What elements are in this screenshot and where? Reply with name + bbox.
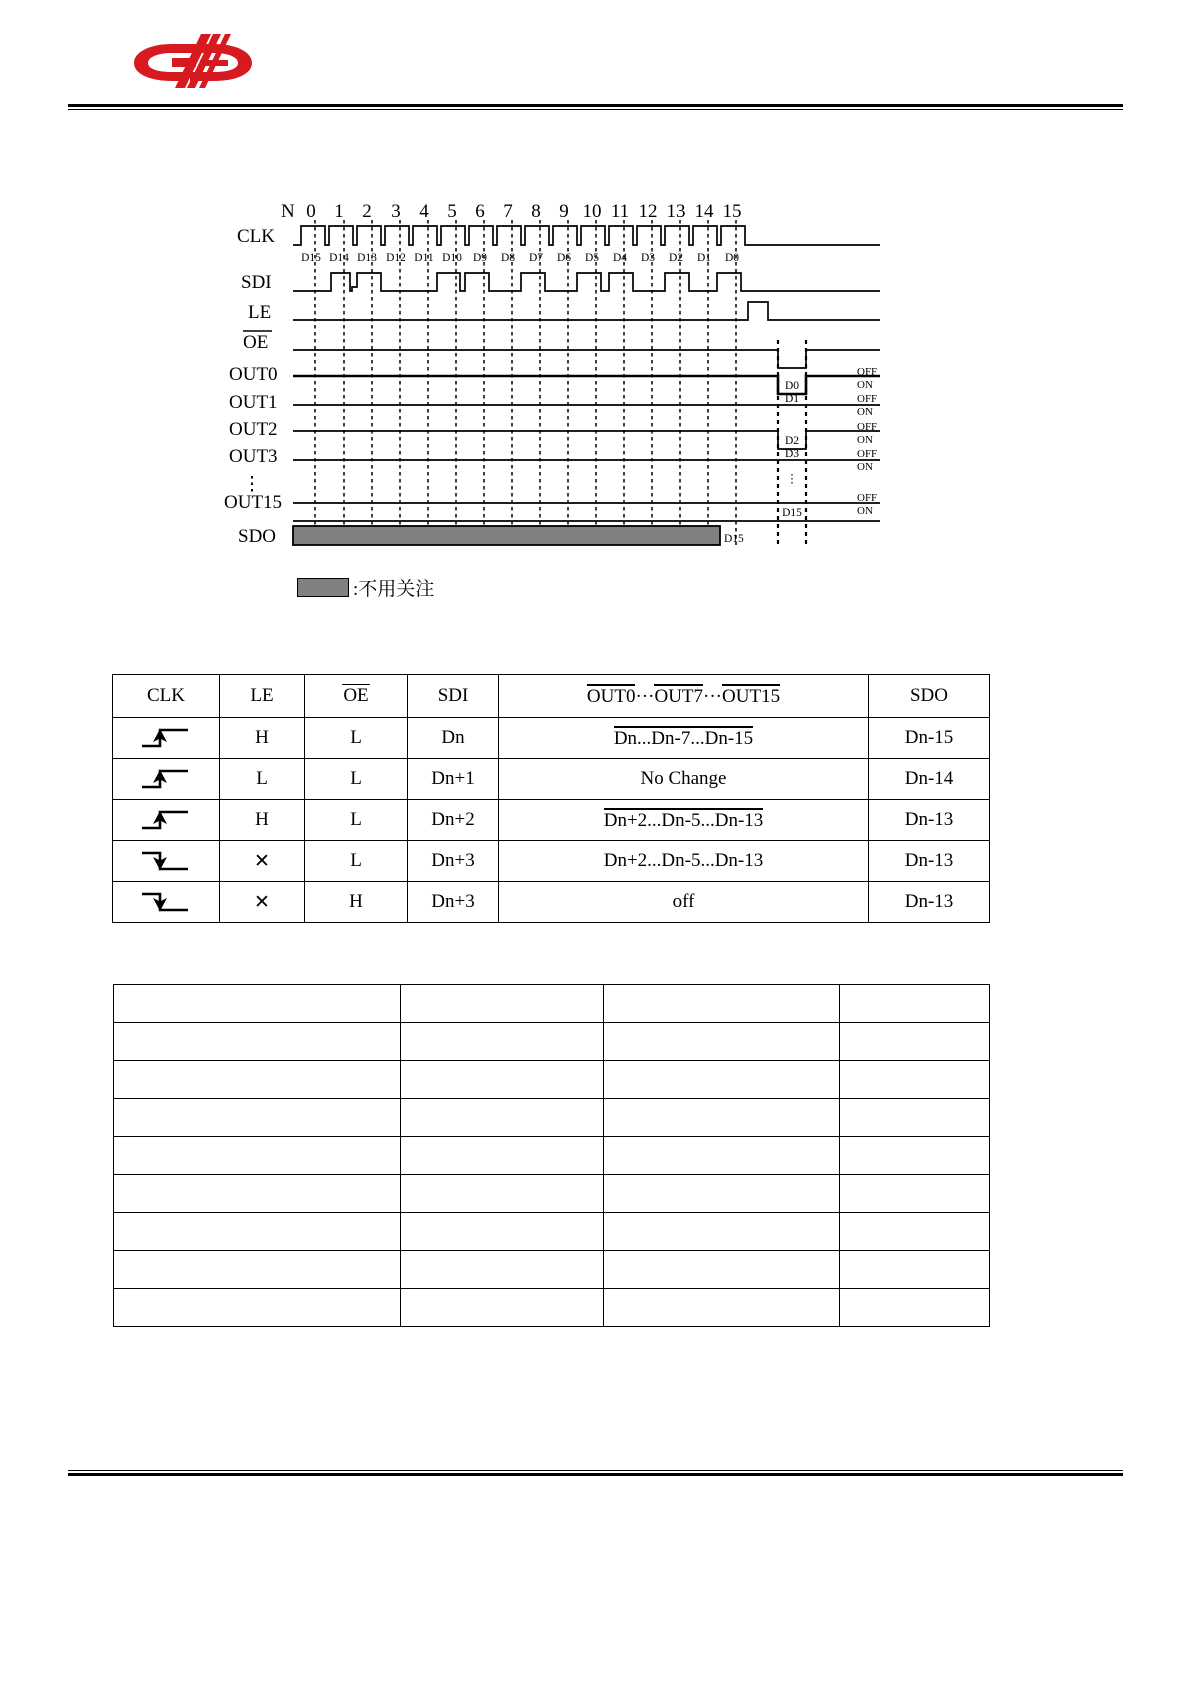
cell-le: ✕: [220, 882, 305, 923]
rising-edge-icon: [138, 725, 194, 751]
blank-table-cell: [114, 1137, 401, 1175]
out-seg-2: Dn-7...: [651, 728, 705, 749]
out2-on-label: ON: [857, 434, 873, 446]
svg-text:0: 0: [306, 201, 316, 222]
signal-label-le: LE: [248, 302, 272, 323]
cell-sdo: Dn-13: [869, 800, 990, 841]
header-divider: [68, 104, 1123, 110]
svg-text:3: 3: [391, 201, 401, 222]
cell-out: [499, 800, 869, 841]
table-row: [113, 882, 990, 923]
svg-text:15: 15: [722, 201, 742, 222]
blank-table-cell: [401, 1251, 604, 1289]
svg-text:14: 14: [694, 201, 714, 222]
blank-table-cell: [840, 1099, 990, 1137]
signal-label-out3: OUT3: [229, 446, 278, 467]
out-seg-3: Dn-15: [704, 728, 754, 749]
cell-le: H: [220, 718, 305, 759]
cell-sdi: Dn: [408, 718, 499, 759]
sdo-dont-care-bar: [293, 526, 720, 545]
blank-table-cell: [401, 1175, 604, 1213]
out2-off-label: OFF: [857, 421, 878, 433]
signal-label-sdo: SDO: [238, 526, 277, 547]
table-row: [113, 841, 990, 882]
header-out15: OUT15: [722, 686, 781, 707]
blank-table-row: [114, 1251, 990, 1289]
clock-numbers: [306, 201, 741, 222]
out3-on-label: ON: [857, 461, 873, 473]
header-oe-label: OE: [343, 685, 369, 706]
cell-le: L: [220, 759, 305, 800]
out-seg-3: Dn-13: [714, 810, 764, 831]
table-row: [113, 718, 990, 759]
svg-text:4: 4: [419, 201, 429, 222]
cell-oe: H: [305, 882, 408, 923]
signal-label-out0: OUT0: [229, 364, 278, 385]
svg-text:11: 11: [610, 201, 630, 222]
truth-table: [112, 674, 990, 923]
out-ellipsis-label: ⋮: [786, 473, 798, 485]
signal-label-clk: CLK: [237, 226, 275, 247]
signal-label-out1: OUT1: [229, 392, 278, 413]
cell-sdo: Dn-15: [869, 718, 990, 759]
out3-off-label: OFF: [857, 448, 878, 460]
blank-table-cell: [604, 1061, 840, 1099]
cell-oe: L: [305, 718, 408, 759]
cell-clk-edge: [113, 718, 220, 759]
blank-table-cell: [604, 1099, 840, 1137]
svg-text:D10: D10: [442, 252, 462, 264]
out15-off-label: OFF: [857, 492, 878, 504]
blank-table-row: [114, 985, 990, 1023]
svg-text:13: 13: [666, 201, 686, 222]
svg-text:5: 5: [447, 201, 457, 222]
header-sep-1: ···: [635, 686, 655, 707]
header-oe: [305, 675, 408, 718]
signal-label-out15: OUT15: [224, 492, 283, 513]
cell-out: off: [499, 882, 869, 923]
out-seg-2: Dn-5...: [661, 810, 715, 831]
svg-text:D1: D1: [696, 252, 712, 264]
cell-clk-edge: [113, 841, 220, 882]
cell-sdo: Dn-13: [869, 882, 990, 923]
page-header: [0, 0, 1191, 125]
sdo-data-label: D15: [724, 533, 744, 545]
cell-out: Dn+2...Dn-5...Dn-13: [499, 841, 869, 882]
header-out0: OUT0: [586, 686, 636, 707]
out1-off-label: OFF: [857, 393, 878, 405]
cell-sdo: Dn-13: [869, 841, 990, 882]
blank-table-cell: [604, 1137, 840, 1175]
svg-text:D7: D7: [528, 252, 544, 264]
out0-off-label: OFF: [857, 366, 878, 378]
table-row: [113, 800, 990, 841]
blank-table-row: [114, 1175, 990, 1213]
blank-table-cell: [401, 1023, 604, 1061]
blank-table-row: [114, 1289, 990, 1327]
blank-table-cell: [840, 1213, 990, 1251]
cell-sdo: Dn-14: [869, 759, 990, 800]
table-header-row: [113, 675, 990, 718]
blank-table-cell: [114, 1023, 401, 1061]
cell-sdi: Dn+2: [408, 800, 499, 841]
falling-edge-icon: [138, 889, 194, 915]
legend-label: :不用关注: [353, 579, 435, 600]
le-waveform: [293, 302, 880, 320]
blank-specification-table: [113, 984, 990, 1327]
blank-table-cell: [114, 1061, 401, 1099]
blank-table-cell: [604, 1289, 840, 1327]
cell-clk-edge: [113, 759, 220, 800]
footer-divider: [68, 1470, 1123, 1476]
out-seg-1: Dn...: [613, 728, 652, 749]
out0-on-label: ON: [857, 379, 873, 391]
cell-clk-edge: [113, 800, 220, 841]
cell-oe: L: [305, 841, 408, 882]
blank-table-row: [114, 1137, 990, 1175]
out0-data-label: D0: [784, 380, 800, 392]
out15-data-label: D15: [782, 507, 802, 519]
clk-waveform: [293, 226, 880, 245]
svg-text:12: 12: [638, 201, 658, 222]
svg-text:2: 2: [362, 201, 372, 222]
out1-on-label: ON: [857, 406, 873, 418]
out1-data-label: D1: [784, 393, 800, 405]
cell-oe: L: [305, 759, 408, 800]
blank-table-cell: [401, 1213, 604, 1251]
blank-table-cell: [840, 1023, 990, 1061]
blank-table-cell: [114, 985, 401, 1023]
svg-text:D12: D12: [386, 252, 406, 264]
blank-table-cell: [401, 985, 604, 1023]
svg-text:D3: D3: [640, 252, 656, 264]
header-sdo: SDO: [869, 675, 990, 718]
blank-table-cell: [401, 1137, 604, 1175]
header-out7: OUT7: [654, 686, 704, 707]
header-sep-2: ···: [703, 686, 723, 707]
cell-out: No Change: [499, 759, 869, 800]
blank-table-cell: [840, 985, 990, 1023]
svg-text:D8: D8: [500, 252, 516, 264]
svg-text:D11: D11: [414, 252, 434, 264]
blank-table-cell: [604, 1213, 840, 1251]
svg-text:10: 10: [582, 201, 602, 222]
svg-text:D4: D4: [612, 252, 628, 264]
svg-text:D14: D14: [329, 252, 349, 264]
sdi-bit-labels: [301, 252, 739, 264]
blank-table-cell: [114, 1099, 401, 1137]
header-out-range: [499, 675, 869, 718]
out3-data-label: D3: [784, 448, 800, 460]
svg-text:D0: D0: [724, 252, 740, 264]
blank-table-cell: [840, 1289, 990, 1327]
blank-table-row: [114, 1061, 990, 1099]
signal-label-ellipsis: ⋮: [242, 474, 262, 495]
blank-table-cell: [840, 1251, 990, 1289]
signal-label-oe: OE: [243, 332, 269, 353]
blank-table-row: [114, 1099, 990, 1137]
blank-table-row: [114, 1023, 990, 1061]
svg-text:D6: D6: [556, 252, 572, 264]
signal-label-out2: OUT2: [229, 419, 278, 440]
timing-diagram: [0, 190, 1191, 610]
falling-edge-icon: [138, 848, 194, 874]
svg-text:D9: D9: [472, 252, 488, 264]
out15-on-label: ON: [857, 505, 873, 517]
svg-text:7: 7: [503, 201, 513, 222]
blank-table-cell: [114, 1289, 401, 1327]
svg-text:D2: D2: [668, 252, 684, 264]
blank-table-cell: [114, 1251, 401, 1289]
blank-table-cell: [604, 1251, 840, 1289]
cell-sdi: Dn+1: [408, 759, 499, 800]
svg-text:D15: D15: [301, 252, 321, 264]
blank-table-cell: [840, 1061, 990, 1099]
cell-out: [499, 718, 869, 759]
svg-text:D13: D13: [357, 252, 377, 264]
blank-table-cell: [840, 1137, 990, 1175]
svg-text:D5: D5: [584, 252, 600, 264]
blank-table-cell: [604, 1023, 840, 1061]
sdi-waveform: [293, 273, 880, 291]
blank-table-cell: [840, 1175, 990, 1213]
rising-edge-icon: [138, 807, 194, 833]
company-logo: [128, 30, 258, 92]
blank-table-row: [114, 1213, 990, 1251]
grid-lines: [315, 220, 806, 545]
blank-table-cell: [401, 1289, 604, 1327]
blank-table-cell: [604, 985, 840, 1023]
cell-sdi: Dn+3: [408, 882, 499, 923]
legend: [297, 574, 434, 601]
blank-table-cell: [604, 1175, 840, 1213]
table-row: [113, 759, 990, 800]
svg-text:6: 6: [475, 201, 485, 222]
cell-le: ✕: [220, 841, 305, 882]
oe-waveform: [293, 350, 880, 368]
blank-table-cell: [114, 1175, 401, 1213]
svg-text:1: 1: [334, 201, 344, 222]
out-seg-1: Dn+2...: [603, 810, 662, 831]
signal-label-sdi: SDI: [241, 272, 272, 293]
out2-data-label: D2: [784, 435, 800, 447]
blank-table-cell: [401, 1099, 604, 1137]
header-le: LE: [220, 675, 305, 718]
blank-table-cell: [114, 1213, 401, 1251]
rising-edge-icon: [138, 766, 194, 792]
cell-le: H: [220, 800, 305, 841]
header-clk: CLK: [113, 675, 220, 718]
cell-clk-edge: [113, 882, 220, 923]
clock-axis-label: N: [281, 201, 295, 222]
blank-table-cell: [401, 1061, 604, 1099]
cell-oe: L: [305, 800, 408, 841]
svg-text:9: 9: [559, 201, 569, 222]
svg-text:8: 8: [531, 201, 541, 222]
legend-swatch-dont-care: [297, 578, 349, 597]
header-sdi: SDI: [408, 675, 499, 718]
cell-sdi: Dn+3: [408, 841, 499, 882]
